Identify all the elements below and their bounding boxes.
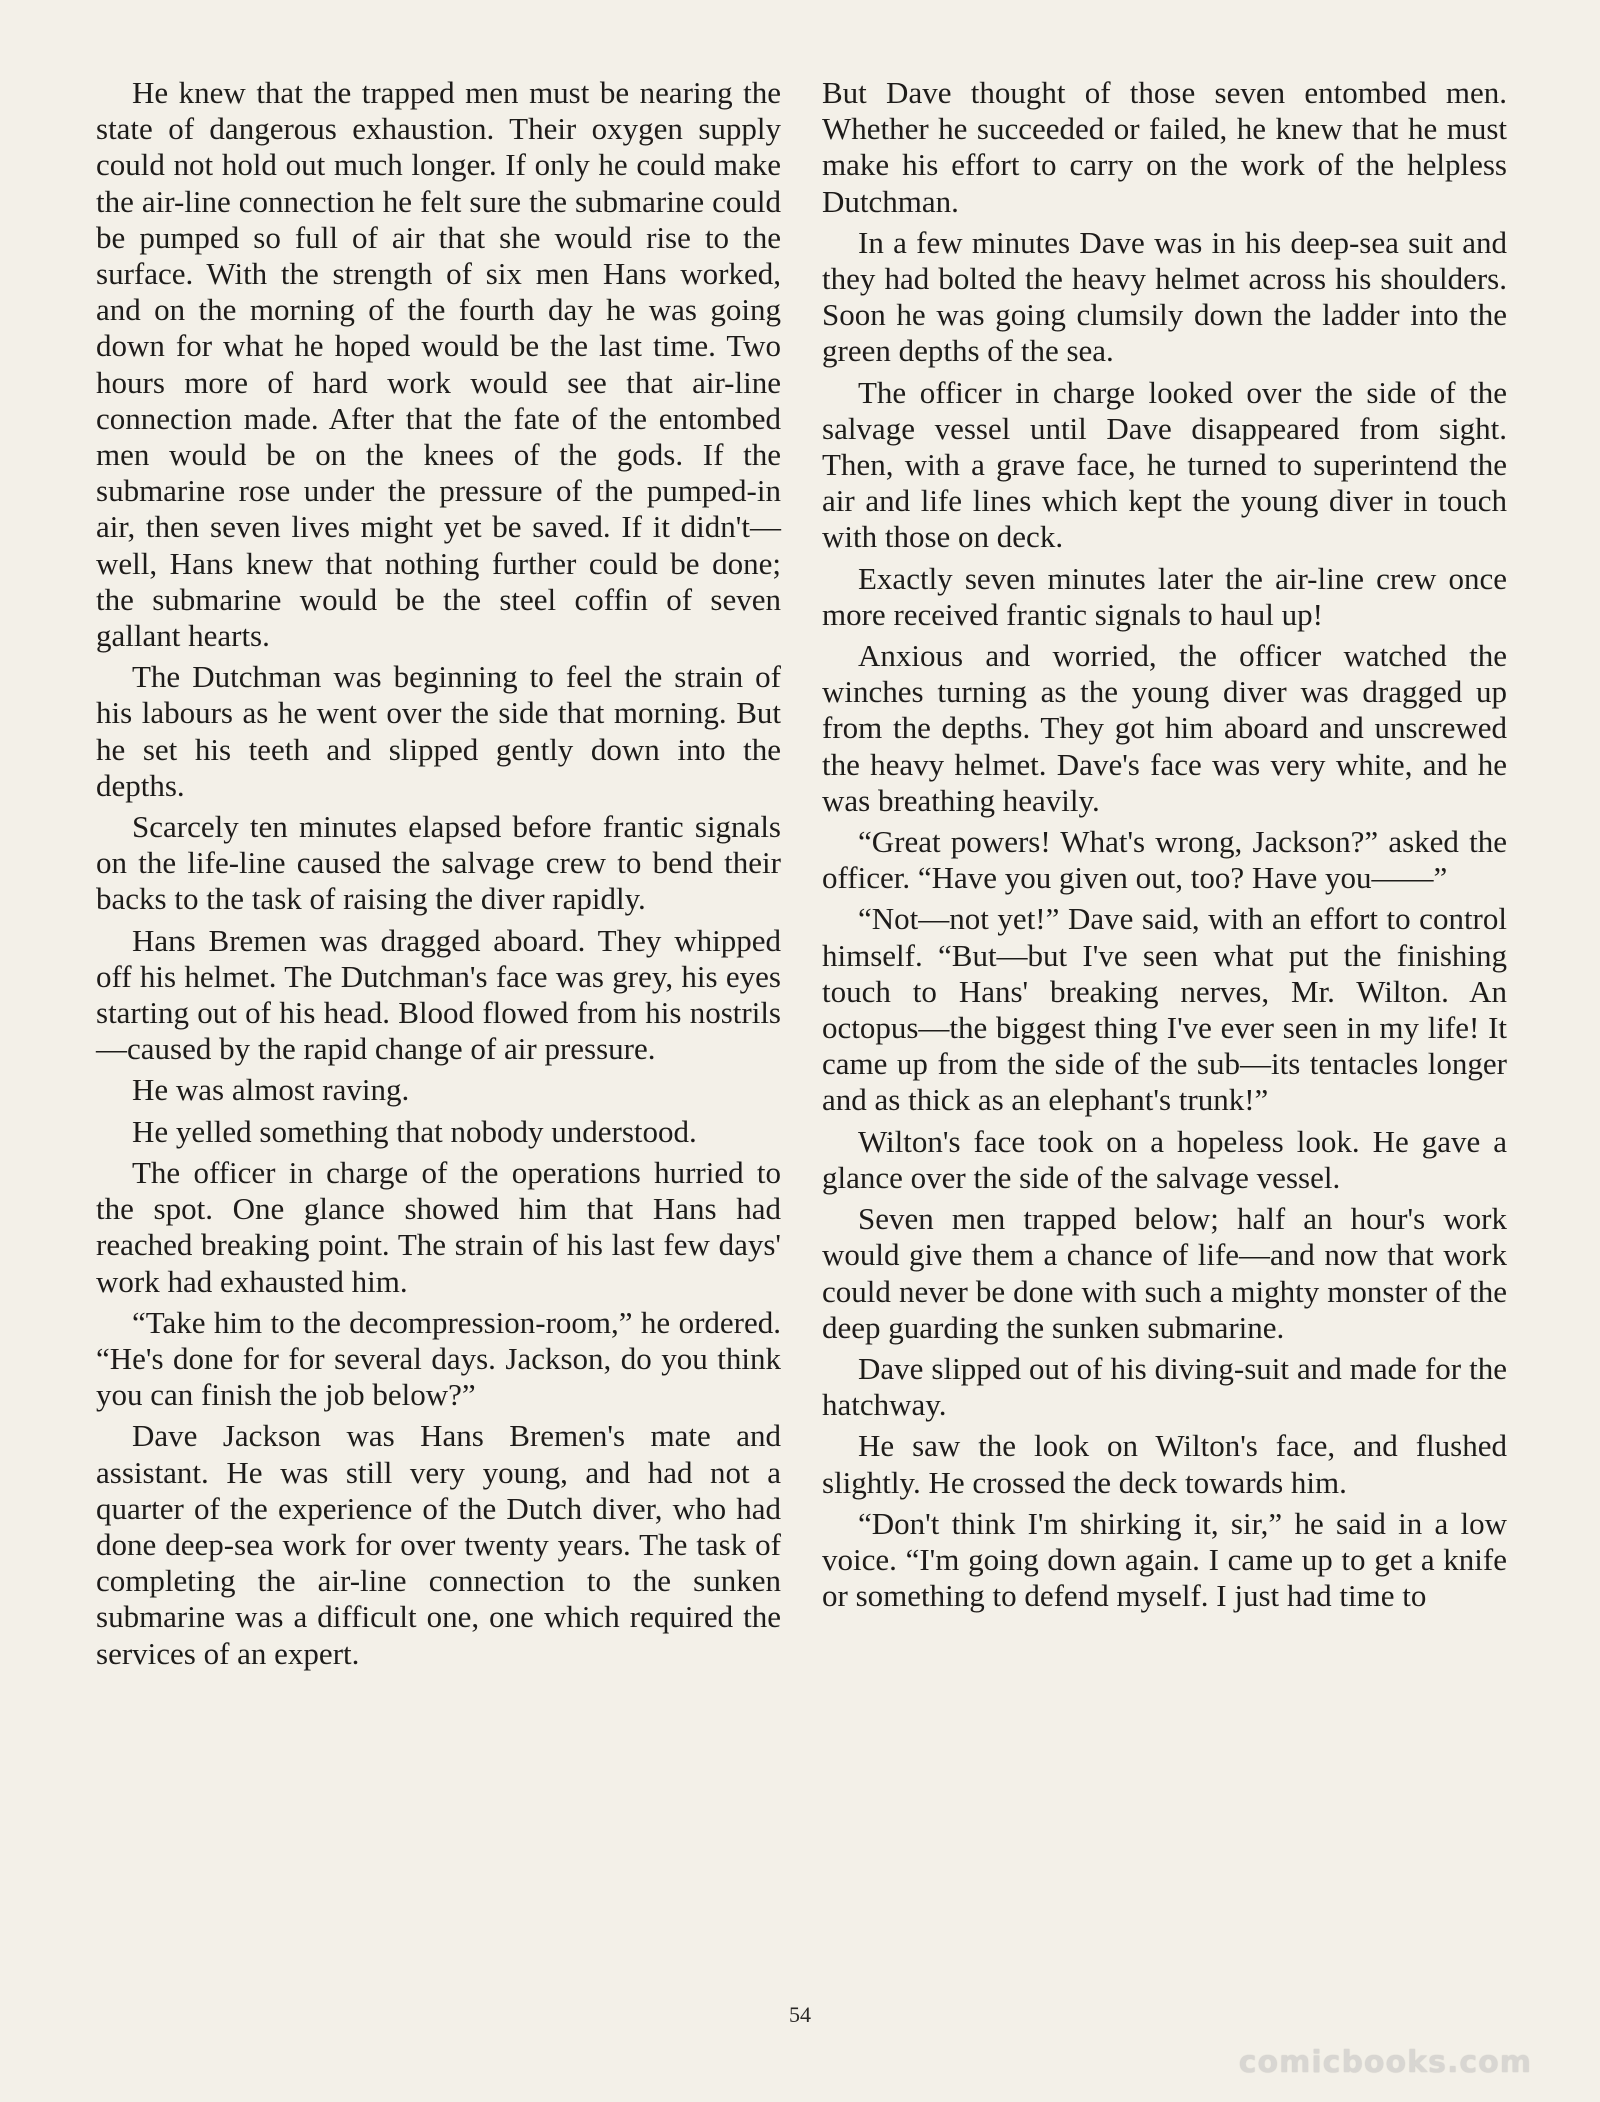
paragraph: He yelled something that nobody understood. <box>132 1113 697 1149</box>
text-column-left <box>96 75 781 1677</box>
paragraph: “Not—not yet!” Dave said, with an effort to control himself. “But—but I've seen what put the finishing touch to Hans' breaking nerves, Mr. Wilton. An octopus—the biggest thing I've ever seen in my life! It came up from the side of the sub—its tentacles longer and as thick as an elephant's trunk!” <box>822 901 1507 1118</box>
paragraph: The officer in charge of the operations hurried to the spot. One glance showed him that Hans had reached breaking point. The strain of his last few days' work had exhausted him. <box>96 1154 781 1299</box>
paragraph: Scarcely ten minutes elapsed before frantic signals on the life-line caused the salvage crew to bend their backs to the task of raising the diver rapidly. <box>96 809 781 917</box>
text-column-right <box>822 75 1507 1619</box>
paragraph: Anxious and worried, the officer watched the winches turning as the young diver was dragged up from the depths. They got him aboard and unscrewed the heavy helmet. Dave's face was very white, and he was breathing heavily. <box>822 638 1507 818</box>
paragraph: He saw the look on Wilton's face, and flushed slightly. He crossed the deck towards him. <box>822 1428 1507 1500</box>
paragraph: Seven men trapped below; half an hour's work would give them a chance of life—and now that work could never be done with such a mighty monster of the deep guarding the sunken submarine. <box>822 1201 1507 1345</box>
paragraph: He was almost raving. <box>132 1072 410 1108</box>
watermark: comicbooks.com <box>1238 2045 1532 2080</box>
paragraph-continuation: But Dave thought of those seven entombed men. Whether he succeeded or failed, he knew that he must make his effort to carry on the work of the helpless Dutchman. <box>822 75 1507 219</box>
paragraph: Dave Jackson was Hans Bremen's mate and assistant. He was still very young, and had not a quarter of the experience of the Dutch diver, who had done deep-sea work for over twenty years. The task of completing the air-line connection to the sunken submarine was a difficult one, one which required the services of an expert. <box>96 1418 781 1671</box>
paragraph: “Don't think I'm shirking it, sir,” he said in a low voice. “I'm going down again. I came up to get a knife or something to defend myself. I just had time to <box>822 1505 1507 1614</box>
paragraph: The officer in charge looked over the side of the salvage vessel until Dave disappeared from sight. Then, with a grave face, he turned to superintend the air and life lines which kept the young diver in touch with those on deck. <box>822 374 1507 555</box>
paragraph: Dave slipped out of his diving-suit and made for the hatchway. <box>822 1350 1507 1423</box>
paragraph: The Dutchman was beginning to feel the strain of his labours as he went over the side that morning. But he set his teeth and slipped gently down into the depths. <box>96 659 781 803</box>
paragraph: Hans Bremen was dragged aboard. They whipped off his helmet. The Dutchman's face was grey, his eyes starting out of his head. Blood flowed from his nostrils—caused by the rapid change of air pressure. <box>96 922 781 1067</box>
paragraph: “Take him to the decompression-room,” he ordered. “He's done for for several days. Jackson, do you think you can finish the job below?” <box>96 1304 781 1413</box>
paragraph: He knew that the trapped men must be nearing the state of dangerous exhaustion. Their oxygen supply could not hold out much longer. If only he could make the air-line connection he felt sure the submarine could be pumped so full of air that she would rise to the surface. With the strength of six men Hans worked, and on the morning of the fourth day he was going down for what he hoped would be the last time. Two hours more of hard work would see that air-line connection made. After that the fate of the entombed men would be on the knees of the gods. If the submarine rose under the pressure of the pumped-in air, then seven lives might yet be saved. If it didn't—well, Hans knew that nothing further could be done; the submarine would be the steel coffin of seven gallant hearts. <box>96 75 781 654</box>
paragraph: Wilton's face took on a hopeless look. He gave a glance over the side of the salvage vessel. <box>822 1123 1507 1195</box>
paragraph: In a few minutes Dave was in his deep-sea suit and they had bolted the heavy helmet across his shoulders. Soon he was going clumsily down the ladder into the green depths of the sea. <box>822 224 1507 369</box>
paragraph: “Great powers! What's wrong, Jackson?” asked the officer. “Have you given out, too? Have you——” <box>822 824 1507 896</box>
paragraph: Exactly seven minutes later the air-line crew once more received frantic signals to haul up! <box>822 560 1507 632</box>
page-number: 54 <box>789 2002 811 2027</box>
